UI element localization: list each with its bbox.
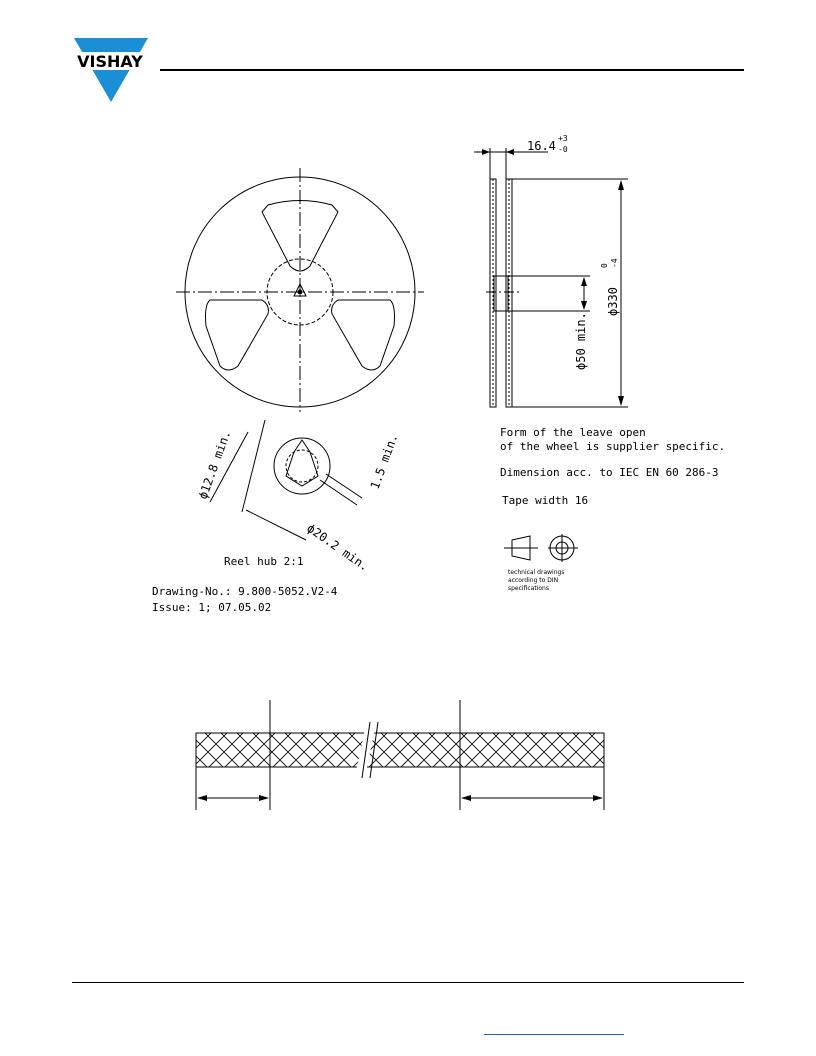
footer-rule [72,982,744,983]
tech-note-line-3: specifications [508,585,549,592]
logo-text: VISHAY [77,52,143,71]
side-view-arrowheads [482,149,624,406]
dim-flange-width-tol-upper: +3 [558,134,568,143]
tech-note-line-2: according to DIN [508,577,559,584]
dim-key-label: 1.5 min. [367,431,401,492]
issue-label: Issue: 1; 07.05.02 [152,601,272,614]
dim-spindle-label: ϕ12.8 min. [195,428,234,502]
hub-caption: Reel hub 2:1 [224,555,304,568]
dim-flange-width-value: 16.4 [527,139,556,153]
reel-side-view [474,148,628,407]
dim-flange-width-tol-lower: -0 [558,145,568,154]
dim-diameter-label: ϕ330 [606,287,620,316]
vishay-logo [66,38,156,102]
tape-strip [196,700,604,810]
note-dimension: Dimension acc. to IEC EN 60 286-3 [500,466,719,479]
reel-hub-detail [210,420,362,540]
dim-drive-label: ϕ20.2 min. [304,520,372,574]
drawing-number: Drawing-No.: 9.800-5052.V2-4 [152,585,338,598]
note-line-2: of the wheel is supplier specific. [500,440,726,453]
tech-note-line-1: technical drawings [508,569,565,576]
projection-symbol [504,534,578,562]
note-line-1: Form of the leave open [500,426,646,439]
footer-link-underline[interactable] [484,1034,624,1035]
reel-front-view [176,168,424,412]
note-tape-width: Tape width 16 [502,494,589,507]
dim-diameter-tol-upper: 0 [600,263,609,268]
dim-hub-label: ϕ50 min. [574,312,588,370]
dim-diameter-tol-lower: -4 [610,258,619,268]
dim-flange-width-label [527,139,556,153]
